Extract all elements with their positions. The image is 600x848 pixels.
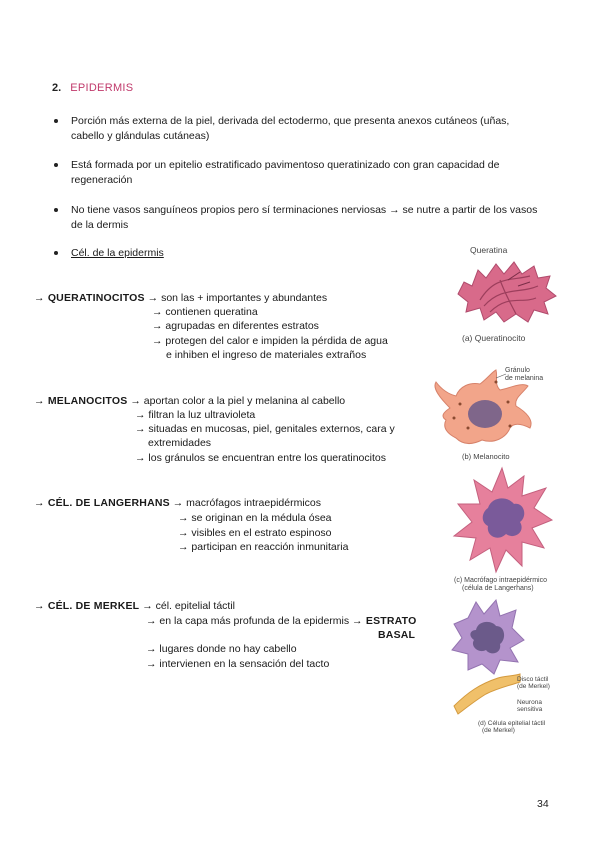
merkel-cell-illustration bbox=[448, 596, 526, 718]
merkel-line-2-text: → en la capa más profunda de la epidermis bbox=[146, 615, 350, 627]
figure-b-caption: (b) Melanocito bbox=[462, 452, 510, 461]
figure-c-caption-2: (célula de Langerhans) bbox=[462, 585, 534, 592]
bullet-dot bbox=[54, 119, 58, 123]
figure-d-caption-2: (de Merkel) bbox=[482, 727, 515, 734]
melanocitos-line-3: → situadas en mucosas, piel, genitales externos, cara y bbox=[135, 423, 395, 435]
merkel-row bbox=[34, 599, 235, 613]
queratinocitos-row bbox=[34, 291, 327, 305]
figure-d-caption bbox=[478, 720, 545, 734]
langerhans-title: → CÉL. DE LANGERHANS bbox=[34, 497, 170, 509]
merkel-line-3: → lugares donde no hay cabello bbox=[146, 643, 297, 655]
langerhans-row bbox=[34, 496, 321, 510]
section-title: EPIDERMIS bbox=[70, 82, 134, 94]
section-number: 2. bbox=[52, 82, 62, 94]
queratinocitos-line-5: e inhiben el ingreso de materiales extraños bbox=[166, 349, 367, 361]
bullet-dot bbox=[54, 163, 58, 167]
bullet-text: No tiene vasos sanguíneos propios pero sí terminaciones nerviosas → se nutre a partir de los vasos de la dermis bbox=[71, 204, 538, 231]
queratinocitos-line-3: → agrupadas en diferentes estratos bbox=[152, 320, 319, 332]
page-number: 34 bbox=[537, 798, 549, 810]
langerhans-cell-illustration bbox=[452, 466, 554, 574]
figure-c-caption bbox=[454, 577, 547, 593]
melanocitos-line-1: → aportan color a la piel y melanina al cabello bbox=[130, 395, 346, 407]
merkel-title: → CÉL. DE MERKEL bbox=[34, 600, 140, 612]
melanocitos-line-2: → filtran la luz ultravioleta bbox=[135, 409, 256, 421]
figure-d-neuron-1: Neurona bbox=[517, 699, 542, 706]
melanocitos-title: → MELANOCITOS bbox=[34, 395, 128, 407]
queratinocitos-line-1: → son las + importantes y abundantes bbox=[147, 292, 328, 304]
bullet-text: Porción más externa de la piel, derivada del ectodermo, que presenta anexos cutáneos (uñas, cabello y glándulas cutáneas) bbox=[71, 115, 510, 142]
merkel-basal: BASAL bbox=[378, 629, 416, 641]
figure-b-label-1: Gránulo bbox=[505, 367, 530, 374]
langerhans-line-2: → se originan en la médula ósea bbox=[178, 512, 332, 524]
queratinocitos-title: → QUERATINOCITOS bbox=[34, 292, 145, 304]
bullet-dot bbox=[54, 208, 58, 212]
figure-c-caption-1: (c) Macrófago intraepidérmico bbox=[454, 577, 547, 584]
figure-a-caption: (a) Queratinocito bbox=[462, 333, 526, 343]
queratinocitos-line-4: → protegen del calor e impiden la pérdida de agua bbox=[152, 335, 388, 347]
merkel-estrato: → ESTRATO bbox=[352, 615, 417, 627]
figure-d-neuron-label bbox=[517, 699, 542, 713]
merkel-line-1: → cél. epitelial táctil bbox=[142, 600, 236, 612]
melanocitos-line-5: → los gránulos se encuentran entre los queratinocitos bbox=[135, 452, 386, 464]
figure-d-disc-label bbox=[517, 676, 550, 690]
langerhans-line-3: → visibles en el estrato espinoso bbox=[178, 527, 332, 539]
queratinocitos-line-2: → contienen queratina bbox=[152, 306, 258, 318]
figure-b-label-2: de melanina bbox=[505, 375, 544, 382]
figure-d-neuron-2: sensitiva bbox=[517, 706, 543, 713]
melanocitos-line-4: extremidades bbox=[148, 437, 212, 449]
section-heading bbox=[52, 82, 133, 94]
keratinocyte-illustration bbox=[450, 256, 560, 326]
bullet-text-underlined: Cél. de la epidermis bbox=[71, 247, 164, 259]
melanocyte-illustration bbox=[430, 368, 542, 448]
bullet-text: Está formada por un epitelio estratificado pavimentoso queratinizado con gran capacidad de regeneración bbox=[71, 159, 500, 186]
figure-d-disc-2: (de Merkel) bbox=[517, 683, 550, 690]
figure-d-disc-1: Disco táctil bbox=[517, 676, 549, 683]
merkel-line-4: → intervienen en la sensación del tacto bbox=[146, 658, 330, 670]
figure-d-caption-1: (d) Célula epitelial táctil bbox=[478, 720, 546, 727]
langerhans-line-1: → macrófagos intraepidérmicos bbox=[172, 497, 321, 509]
bullet-dot bbox=[54, 251, 58, 255]
langerhans-line-4: → participan en reacción inmunitaria bbox=[178, 541, 349, 553]
merkel-line-2 bbox=[146, 614, 416, 628]
melanocitos-row bbox=[34, 394, 345, 408]
figure-a-label: Queratina bbox=[470, 245, 508, 255]
